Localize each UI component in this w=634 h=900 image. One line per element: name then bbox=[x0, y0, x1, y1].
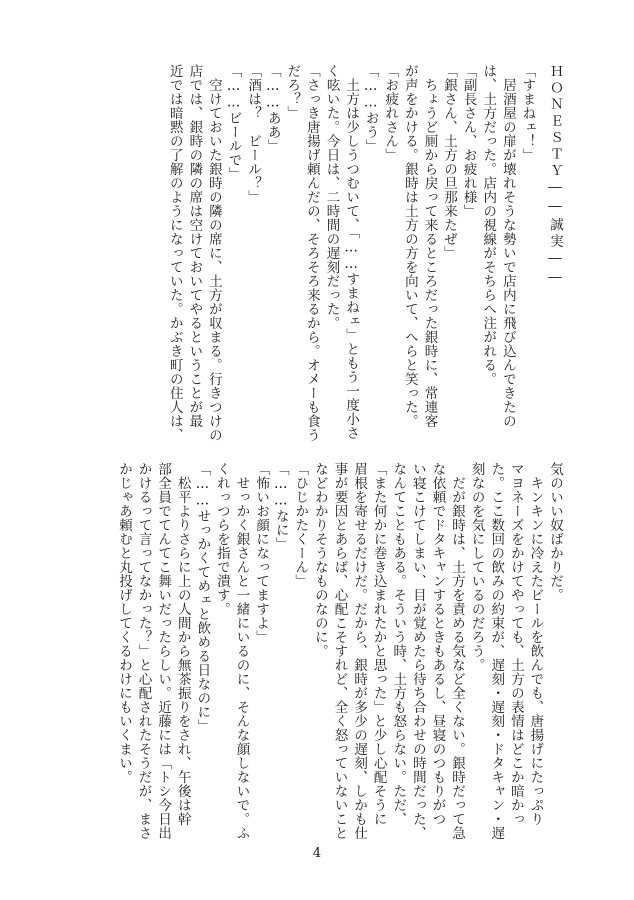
text-line: 店では、銀時の隣の席は空けておいてやるということが最 bbox=[186, 64, 203, 428]
text-line: い寝こけてしまい、目が覚めたら待ち合わせの時間だった、 bbox=[409, 462, 426, 840]
text-line: 「ひじかたくーん」 bbox=[292, 462, 309, 588]
text-line: くれっつらを指で潰す。 bbox=[213, 462, 230, 616]
text-line: 空けておいた銀時の隣の席に、土方が収まる。行きつけの bbox=[205, 64, 222, 442]
text-line: く呟いた。今日は、二時間の遅刻だった。 bbox=[323, 64, 340, 330]
text-line: かじゃあ頼むと丸投げしてくるわけにもいくまい。 bbox=[115, 462, 132, 784]
text-line: 近では暗黙の了解のようになっていた。かぶき町の住人は、 bbox=[166, 64, 183, 442]
text-line: ちょうど厠から戻って来るところだった銀時に、常連客 bbox=[421, 64, 438, 428]
text-line: だろ？」 bbox=[284, 64, 301, 120]
text-line: 眉根を寄せるだけだ。だから、銀時が多少の遅刻、しかも仕 bbox=[351, 462, 368, 840]
text-line: 事が要因とあらば、心配こそすれど、全く怒っていないこと bbox=[331, 462, 348, 840]
text-line: は、土方だった。店内の視線がそちらへ注がれる。 bbox=[480, 64, 497, 386]
text-line: せっかく銀さんと一緒にいるのに、そんな顔しないで。ふ bbox=[233, 462, 250, 840]
text-line: 「銀さん、土方の旦那来たぜ」 bbox=[441, 64, 458, 260]
text-line: なんてこともある。そういう時、土方も怒らない。ただ、 bbox=[390, 462, 407, 826]
text-line: 「お疲れさん」 bbox=[382, 64, 399, 162]
text-line: 「さっき唐揚げ頼んだの、そろそろ来るから。オメーも食う bbox=[303, 64, 320, 442]
page-number: 4 bbox=[312, 846, 322, 861]
text-line: た。ここ数回の飲みの約束が、遅刻・遅刻・ドタキャン・遅 bbox=[488, 462, 505, 840]
text-line: 「……せっかくてめェと飲める日なのに」 bbox=[194, 462, 211, 733]
text-line: などわかりそうなものなのに。 bbox=[311, 462, 328, 658]
text-line: 居酒屋の扉が壊れそうな勢いで店内に飛び込んできたの bbox=[499, 64, 516, 428]
text-line: 「……ビールで」 bbox=[225, 64, 242, 181]
text-line: 気のいい奴ばかりだ。 bbox=[547, 462, 563, 602]
lower-text-block bbox=[94, 462, 564, 842]
text-line: キンキンに冷えたビールを飲んでも、唐揚げにたっぷり bbox=[527, 462, 544, 826]
text-line: 松平よりさらに上の人間から無茶振りをされ、午後は幹 bbox=[174, 462, 191, 826]
text-line: 「……おう」 bbox=[362, 64, 379, 153]
text-line: だが銀時は、土方を責める気など全くない。銀時だって急 bbox=[449, 462, 466, 840]
text-line: 「……ああ」 bbox=[264, 64, 281, 153]
text-line: マヨネーズをかけてやっても、土方の表情はどこか暗かっ bbox=[507, 462, 524, 826]
text-line: 「……なに」 bbox=[272, 462, 289, 551]
text-line: 「副長さん、お疲れ様」 bbox=[460, 64, 477, 218]
text-line: 刻なのを気にしているのだろう。 bbox=[468, 462, 485, 672]
text-line: が声をかける。銀時は土方の方を向いて、へらと笑った。 bbox=[401, 64, 418, 428]
text-line: かけるって言ってなかった？」と心配されたそうだが、まさ bbox=[135, 462, 152, 840]
chapter-title: ＨＯＮＥＳＴＹ――誠実―― bbox=[547, 64, 563, 289]
text-line: な依頼でドタキャンするときもあるし、昼寝のつもりがつ bbox=[429, 462, 446, 826]
text-line: 部全員でてんてこ舞いだったらしい。近藤には「トシ今日出 bbox=[155, 462, 172, 840]
text-line: 「酒は？ ビール？」 bbox=[245, 64, 262, 204]
upper-text-block bbox=[94, 64, 564, 444]
text-line: 「怖いお顔になってますよ」 bbox=[253, 462, 270, 644]
text-line: 「また何かに巻き込まれたかと思った」と少し心配そうに bbox=[370, 462, 387, 826]
text-line: 「すまねェ！」 bbox=[519, 64, 536, 162]
text-line: 土方は少しうつむいて、「……すまねェ」ともう一度小さ bbox=[343, 64, 360, 441]
